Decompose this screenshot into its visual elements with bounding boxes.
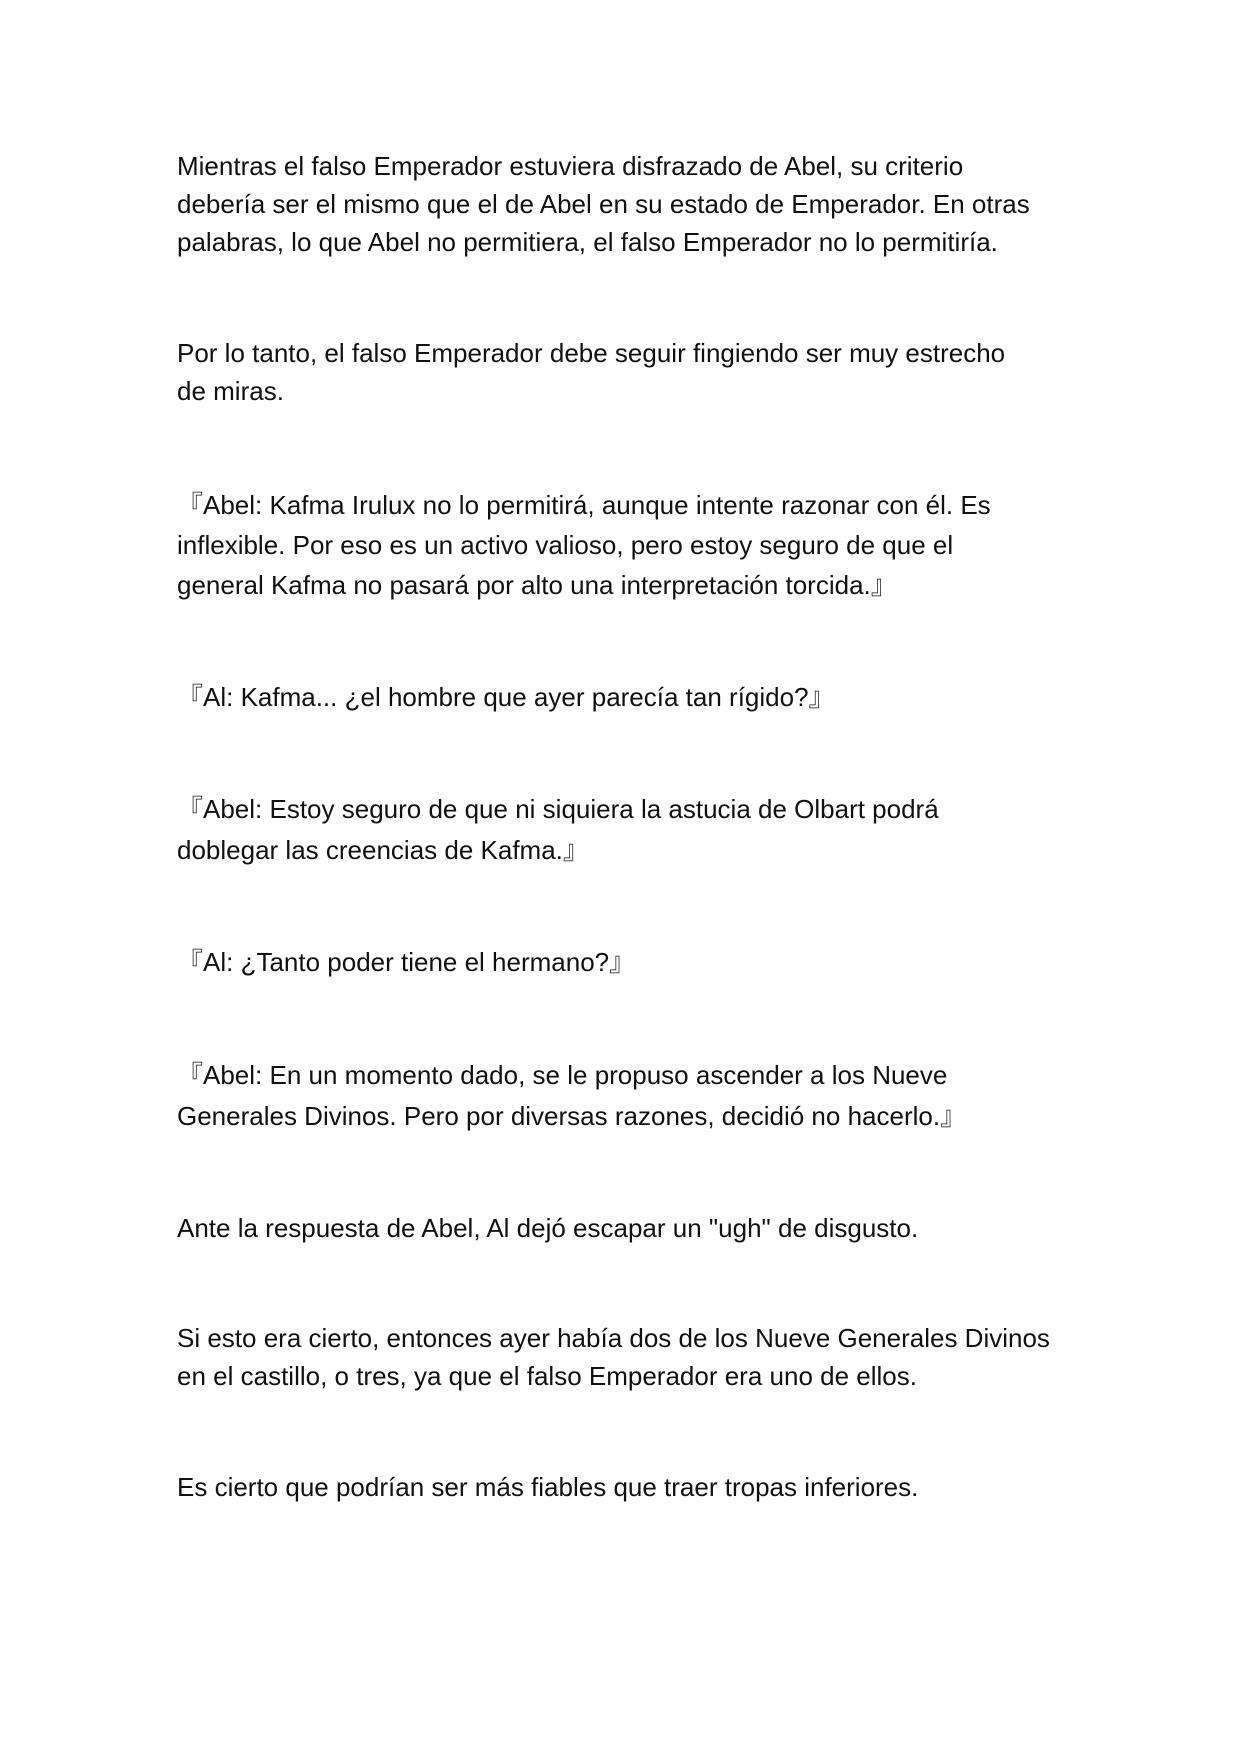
paragraph: Si esto era cierto, entonces ayer había dos de los Nueve Generales Divinos en el castillo, o tres, ya que el falso Emperador era uno de ellos. bbox=[177, 1323, 1050, 1391]
dialogue-paragraph: 『Al: ¿Tanto poder tiene el hermano?』 bbox=[177, 947, 636, 977]
paragraph: Mientras el falso Emperador estuviera disfrazado de Abel, su criterio debería ser el mismo que el de Abel en su estado de Emperador. En otras palabras, lo que Abel no permitiera, el falso Emperador no lo permitiría. bbox=[177, 151, 1030, 257]
dialogue-paragraph: 『Abel: En un momento dado, se le propuso ascender a los Nueve Generales Divinos. Pero por diversas razones, decidió no hacerlo.』 bbox=[177, 1060, 967, 1131]
dialogue-paragraph: 『Abel: Estoy seguro de que ni siquiera la astucia de Olbart podrá doblegar las creencias de Kafma.』 bbox=[177, 794, 939, 865]
paragraph: Es cierto que podrían ser más fiables que traer tropas inferiores. bbox=[177, 1472, 919, 1502]
paragraph: Ante la respuesta de Abel, Al dejó escapar un "ugh" de disgusto. bbox=[177, 1213, 919, 1243]
paragraph: Por lo tanto, el falso Emperador debe seguir fingiendo ser muy estrecho de miras. bbox=[177, 338, 1006, 406]
dialogue-paragraph: 『Abel: Kafma Irulux no lo permitirá, aunque intente razonar con él. Es inflexible. Por eso es un activo valioso, pero estoy seguro de que el general Kafma no pasará por alto una interpretación torcida.』 bbox=[177, 490, 991, 600]
dialogue-paragraph: 『Al: Kafma... ¿el hombre que ayer parecía tan rígido?』 bbox=[177, 682, 835, 712]
